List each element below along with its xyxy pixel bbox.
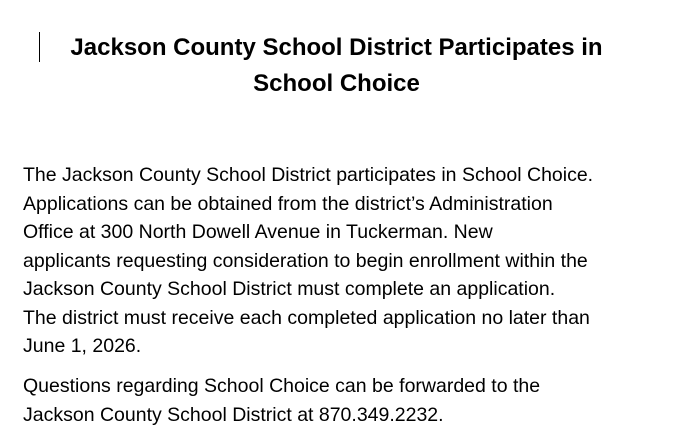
- paragraph-contact-info: [23, 372, 663, 429]
- paragraph-line: applicants requesting consideration to begin enrollment within the: [23, 249, 588, 272]
- paragraph-line: Questions regarding School Choice can be forwarded to the: [23, 375, 541, 397]
- paragraph-application-info: [23, 161, 663, 361]
- paragraph-line: The Jackson County School District participates in School Choice.: [23, 164, 594, 186]
- paragraph-line: Jackson County School District must complete an application.: [23, 278, 556, 300]
- paragraph-line: June 1, 2026.: [23, 335, 142, 357]
- paragraph-line: The district must receive each completed application no later than: [23, 306, 590, 329]
- document-title: [0, 30, 673, 102]
- paragraph-line: Applications can be obtained from the district’s Administration: [23, 192, 553, 215]
- title-line: Jackson County School District Participates in: [70, 34, 603, 61]
- paragraph-line: Office at 300 North Dowell Avenue in Tuckerman. New: [23, 221, 493, 243]
- paragraph-line: Jackson County School District at 870.349.2232.: [23, 403, 444, 426]
- title-line: School Choice: [253, 70, 420, 97]
